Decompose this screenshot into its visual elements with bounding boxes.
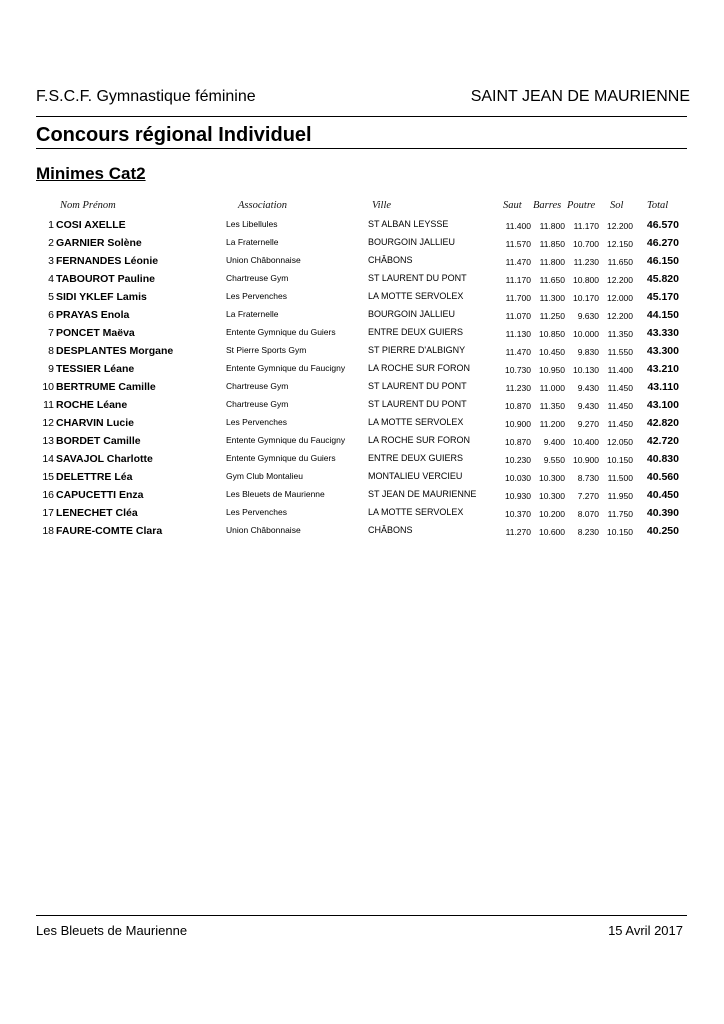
ville-cell: BOURGOIN JALLIEU xyxy=(368,237,456,247)
poutre-score: 10.170 xyxy=(573,293,599,303)
barres-score: 11.800 xyxy=(539,257,565,267)
ville-cell: ST PIERRE D'ALBIGNY xyxy=(368,345,466,355)
association-cell: Les Pervenches xyxy=(226,291,287,301)
rank-cell: 7 xyxy=(48,327,54,339)
barres-score: 11.300 xyxy=(539,293,565,303)
sol-score: 11.400 xyxy=(607,365,633,375)
table-row xyxy=(0,216,724,234)
barres-score: 11.000 xyxy=(539,383,565,393)
name-cell: DELETTRE Léa xyxy=(56,471,133,483)
barres-score: 10.300 xyxy=(539,473,565,483)
name-cell: FERNANDES Léonie xyxy=(56,255,159,267)
sol-score: 12.200 xyxy=(607,221,633,231)
total-score: 43.300 xyxy=(646,345,679,357)
name-cell: TESSIER Léane xyxy=(56,363,135,375)
total-score: 45.170 xyxy=(646,291,679,303)
association-cell: Entente Gymnique du Guiers xyxy=(226,453,336,463)
poutre-score: 10.000 xyxy=(573,329,599,339)
sol-score: 11.450 xyxy=(607,383,633,393)
ville-cell: LA MOTTE SERVOLEX xyxy=(368,417,464,427)
association-cell: Les Libellules xyxy=(226,219,278,229)
barres-score: 9.550 xyxy=(543,455,565,465)
name-cell: LENECHET Cléa xyxy=(56,507,138,519)
table-row xyxy=(0,342,724,360)
total-score: 46.270 xyxy=(646,237,679,249)
total-score: 43.110 xyxy=(647,381,679,393)
ville-cell: ST ALBAN LEYSSE xyxy=(368,219,449,229)
poutre-score: 10.130 xyxy=(573,365,599,375)
saut-score: 11.470 xyxy=(505,347,531,357)
column-header-barres: Barres xyxy=(533,200,562,211)
barres-score: 11.350 xyxy=(539,401,565,411)
rank-cell: 16 xyxy=(42,489,54,501)
poutre-score: 8.230 xyxy=(577,527,599,537)
ville-cell: CHÂBONS xyxy=(368,525,413,535)
saut-score: 11.470 xyxy=(505,257,531,267)
name-cell: BERTRUME Camille xyxy=(56,381,156,393)
poutre-score: 11.230 xyxy=(573,257,599,267)
saut-score: 10.730 xyxy=(505,365,531,375)
poutre-score: 11.170 xyxy=(573,221,599,231)
association-cell: Les Pervenches xyxy=(226,417,287,427)
table-row xyxy=(0,270,724,288)
sol-score: 11.350 xyxy=(607,329,633,339)
sol-score: 11.650 xyxy=(607,257,633,267)
column-header-association: Association xyxy=(238,200,287,211)
saut-score: 10.370 xyxy=(505,509,531,519)
saut-score: 10.900 xyxy=(505,419,531,429)
total-score: 40.830 xyxy=(646,453,679,465)
poutre-score: 10.700 xyxy=(573,239,599,249)
total-score: 40.560 xyxy=(646,471,679,483)
association-cell: Gym Club Montalieu xyxy=(226,471,304,481)
ville-cell: ST LAURENT DU PONT xyxy=(368,381,467,391)
association-cell: Entente Gymnique du Faucigny xyxy=(226,435,346,445)
association-cell: La Fraternelle xyxy=(226,237,279,247)
title-divider xyxy=(36,148,687,149)
table-row xyxy=(0,288,724,306)
footer-divider xyxy=(36,915,687,916)
barres-score: 11.250 xyxy=(539,311,565,321)
column-header-saut: Saut xyxy=(503,200,522,211)
barres-score: 11.200 xyxy=(539,419,565,429)
rank-cell: 10 xyxy=(42,381,54,393)
ville-cell: LA ROCHE SUR FORON xyxy=(368,363,471,373)
sol-score: 12.050 xyxy=(607,437,633,447)
sol-score: 12.200 xyxy=(607,275,633,285)
poutre-score: 10.800 xyxy=(573,275,599,285)
poutre-score: 9.270 xyxy=(577,419,599,429)
table-row xyxy=(0,378,724,396)
table-row xyxy=(0,396,724,414)
sol-score: 12.150 xyxy=(607,239,633,249)
name-cell: FAURE-COMTE Clara xyxy=(56,525,163,537)
barres-score: 10.850 xyxy=(539,329,565,339)
association-cell: Chartreuse Gym xyxy=(226,399,289,409)
ville-cell: MONTALIEU VERCIEU xyxy=(368,471,463,481)
rank-cell: 8 xyxy=(48,345,54,357)
table-row xyxy=(0,522,724,540)
saut-score: 11.270 xyxy=(505,527,531,537)
rank-cell: 2 xyxy=(48,237,54,249)
ville-cell: CHÂBONS xyxy=(368,255,413,265)
total-score: 45.820 xyxy=(646,273,679,285)
saut-score: 11.700 xyxy=(505,293,531,303)
sol-score: 10.150 xyxy=(607,455,633,465)
table-row xyxy=(0,468,724,486)
table-row xyxy=(0,486,724,504)
rank-cell: 6 xyxy=(48,309,54,321)
saut-score: 10.870 xyxy=(505,401,531,411)
saut-score: 11.230 xyxy=(505,383,531,393)
page-title: Concours régional Individuel xyxy=(36,124,312,146)
table-row xyxy=(0,324,724,342)
column-header-name: Nom Prénom xyxy=(60,200,116,211)
poutre-score: 9.630 xyxy=(577,311,599,321)
name-cell: COSI AXELLE xyxy=(56,219,126,231)
sol-score: 11.450 xyxy=(607,401,633,411)
saut-score: 11.400 xyxy=(505,221,531,231)
rank-cell: 12 xyxy=(42,417,54,429)
association-cell: Chartreuse Gym xyxy=(226,381,289,391)
name-cell: BORDET Camille xyxy=(56,435,141,447)
rank-cell: 17 xyxy=(42,507,54,519)
ville-cell: ST JEAN DE MAURIENNE xyxy=(368,489,477,499)
saut-score: 10.230 xyxy=(505,455,531,465)
column-header-sol: Sol xyxy=(610,200,624,211)
barres-score: 10.450 xyxy=(539,347,565,357)
association-cell: Chartreuse Gym xyxy=(226,273,289,283)
table-row xyxy=(0,450,724,468)
name-cell: PRAYAS Enola xyxy=(56,309,130,321)
barres-score: 10.200 xyxy=(539,509,565,519)
total-score: 42.820 xyxy=(646,417,679,429)
sol-score: 11.450 xyxy=(607,419,633,429)
results-table xyxy=(0,216,724,540)
barres-score: 11.650 xyxy=(539,275,565,285)
sol-score: 10.150 xyxy=(607,527,633,537)
rank-cell: 5 xyxy=(48,291,54,303)
sol-score: 12.000 xyxy=(607,293,633,303)
total-score: 46.570 xyxy=(646,219,679,231)
barres-score: 10.300 xyxy=(539,491,565,501)
barres-score: 10.600 xyxy=(539,527,565,537)
association-cell: Les Bleuets de Maurienne xyxy=(226,489,325,499)
association-cell: Union Châbonnaise xyxy=(226,255,301,265)
name-cell: CHARVIN Lucie xyxy=(56,417,134,429)
barres-score: 10.950 xyxy=(539,365,565,375)
poutre-score: 9.430 xyxy=(577,383,599,393)
name-cell: ROCHE Léane xyxy=(56,399,128,411)
rank-cell: 1 xyxy=(48,219,54,231)
ville-cell: ENTRE DEUX GUIERS xyxy=(368,327,464,337)
sol-score: 11.950 xyxy=(607,491,633,501)
saut-score: 11.130 xyxy=(505,329,531,339)
saut-score: 11.570 xyxy=(505,239,531,249)
total-score: 40.390 xyxy=(646,507,679,519)
name-cell: TABOUROT Pauline xyxy=(56,273,155,285)
rank-cell: 15 xyxy=(42,471,54,483)
total-score: 43.330 xyxy=(646,327,679,339)
ville-cell: ST LAURENT DU PONT xyxy=(368,273,467,283)
rank-cell: 9 xyxy=(48,363,54,375)
name-cell: GARNIER Solène xyxy=(56,237,142,249)
total-score: 42.720 xyxy=(646,435,679,447)
saut-score: 10.870 xyxy=(505,437,531,447)
rank-cell: 13 xyxy=(42,435,54,447)
poutre-score: 7.270 xyxy=(577,491,599,501)
saut-score: 10.930 xyxy=(505,491,531,501)
saut-score: 11.170 xyxy=(505,275,531,285)
table-row xyxy=(0,360,724,378)
association-cell: St Pierre Sports Gym xyxy=(226,345,307,355)
sol-score: 11.500 xyxy=(607,473,633,483)
column-header-ville: Ville xyxy=(372,200,392,211)
name-cell: PONCET Maëva xyxy=(56,327,135,339)
rank-cell: 3 xyxy=(48,255,54,267)
total-score: 43.100 xyxy=(646,399,679,411)
association-cell: Entente Gymnique du Guiers xyxy=(226,327,336,337)
poutre-score: 8.730 xyxy=(577,473,599,483)
category-heading: Minimes Cat2 xyxy=(36,164,146,183)
association-cell: La Fraternelle xyxy=(226,309,279,319)
ville-cell: ENTRE DEUX GUIERS xyxy=(368,453,464,463)
association-cell: Union Châbonnaise xyxy=(226,525,301,535)
footer-date: 15 Avril 2017 xyxy=(608,923,683,938)
poutre-score: 10.400 xyxy=(573,437,599,447)
sol-score: 12.200 xyxy=(607,311,633,321)
association-cell: Les Pervenches xyxy=(226,507,287,517)
name-cell: CAPUCETTI Enza xyxy=(56,489,144,501)
association-cell: Entente Gymnique du Faucigny xyxy=(226,363,346,373)
table-row xyxy=(0,504,724,522)
rank-cell: 11 xyxy=(43,399,54,411)
saut-score: 11.070 xyxy=(505,311,531,321)
name-cell: SIDI YKLEF Lamis xyxy=(56,291,147,303)
table-row xyxy=(0,234,724,252)
column-header-poutre: Poutre xyxy=(567,200,596,211)
rank-cell: 14 xyxy=(42,453,54,465)
table-row xyxy=(0,306,724,324)
table-row xyxy=(0,432,724,450)
barres-score: 11.800 xyxy=(539,221,565,231)
table-row xyxy=(0,252,724,270)
total-score: 46.150 xyxy=(646,255,679,267)
ville-cell: ST LAURENT DU PONT xyxy=(368,399,467,409)
saut-score: 10.030 xyxy=(505,473,531,483)
header-divider xyxy=(36,116,687,117)
sol-score: 11.550 xyxy=(607,347,633,357)
total-score: 43.210 xyxy=(646,363,679,375)
location-label: SAINT JEAN DE MAURIENNE xyxy=(470,88,690,105)
column-header-total: Total xyxy=(647,200,669,211)
name-cell: DESPLANTES Morgane xyxy=(56,345,174,357)
barres-score: 11.850 xyxy=(539,239,565,249)
total-score: 40.450 xyxy=(646,489,679,501)
ville-cell: LA MOTTE SERVOLEX xyxy=(368,507,464,517)
sol-score: 11.750 xyxy=(607,509,633,519)
ville-cell: LA ROCHE SUR FORON xyxy=(368,435,471,445)
poutre-score: 9.830 xyxy=(577,347,599,357)
rank-cell: 18 xyxy=(42,525,54,537)
total-score: 44.150 xyxy=(646,309,679,321)
footer-club: Les Bleuets de Maurienne xyxy=(36,923,188,938)
barres-score: 9.400 xyxy=(543,437,565,447)
poutre-score: 10.900 xyxy=(573,455,599,465)
poutre-score: 8.070 xyxy=(577,509,599,519)
ville-cell: LA MOTTE SERVOLEX xyxy=(368,291,464,301)
federation-label: F.S.C.F. Gymnastique féminine xyxy=(36,88,256,105)
ville-cell: BOURGOIN JALLIEU xyxy=(368,309,456,319)
name-cell: SAVAJOL Charlotte xyxy=(56,453,153,465)
table-row xyxy=(0,414,724,432)
poutre-score: 9.430 xyxy=(577,401,599,411)
rank-cell: 4 xyxy=(48,273,54,285)
total-score: 40.250 xyxy=(646,525,679,537)
